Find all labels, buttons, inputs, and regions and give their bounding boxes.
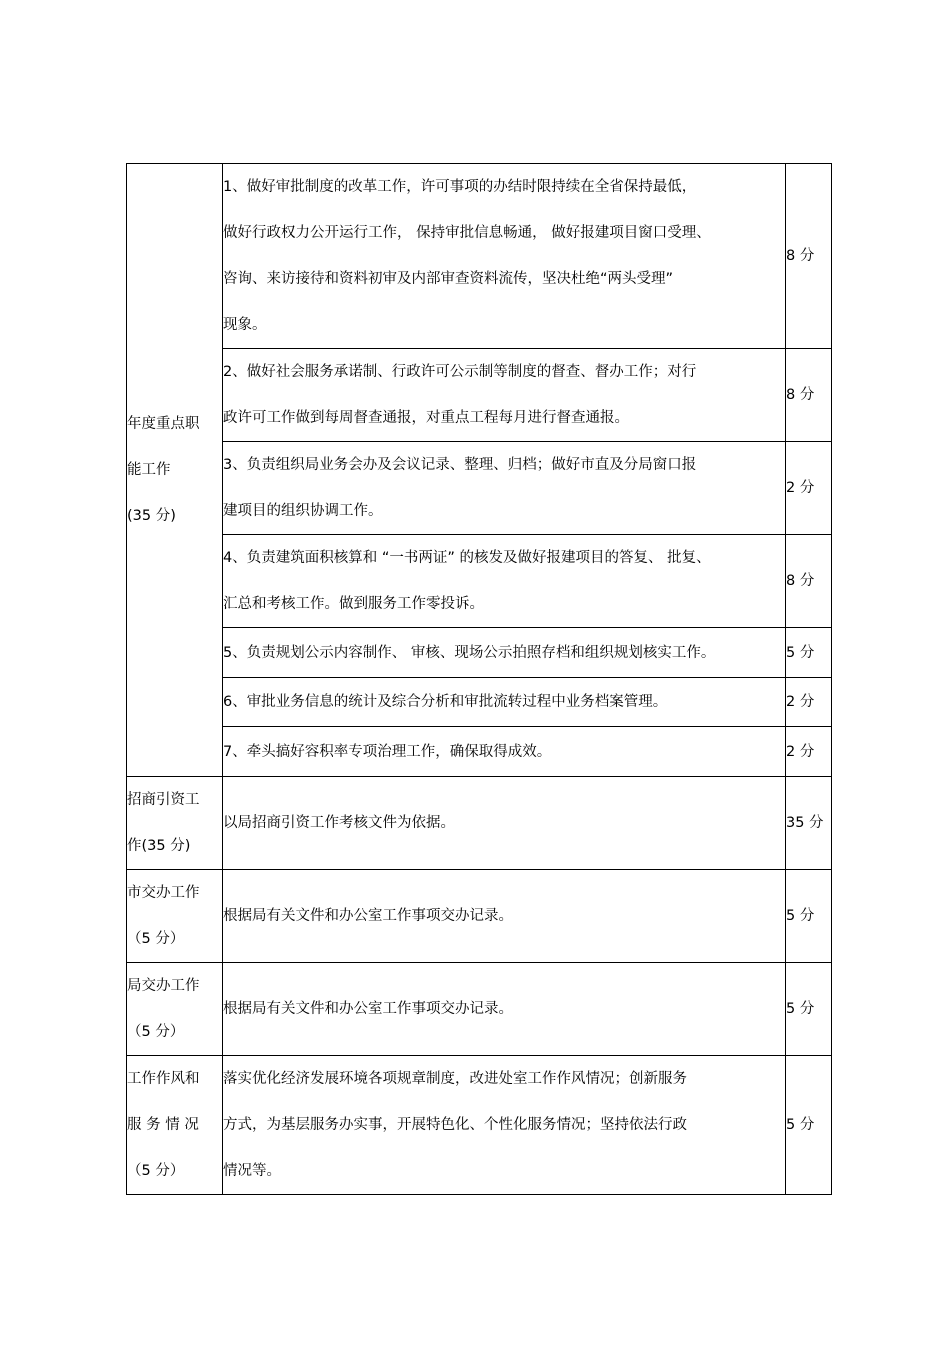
category-text: 年度重点职 xyxy=(127,416,200,432)
content-text: 根据局有关文件和办公室工作事项交办记录。 xyxy=(223,1001,513,1017)
content-text: 现象。 xyxy=(223,317,267,333)
content-cell xyxy=(223,164,786,349)
table-row xyxy=(127,777,832,870)
category-text: 能工作 xyxy=(127,462,171,478)
table-row xyxy=(127,870,832,963)
category-cell xyxy=(127,870,223,963)
table-row xyxy=(127,628,832,678)
score-cell: 5 分 xyxy=(786,870,832,963)
content-text: 1、做好审批制度的改革工作，许可事项的办结时限持续在全省保持最低， xyxy=(223,179,697,195)
table-row xyxy=(127,963,832,1056)
score-cell: 2 分 xyxy=(786,678,832,727)
table-row xyxy=(127,164,832,349)
category-text: （5 分） xyxy=(127,1163,185,1179)
content-cell xyxy=(223,628,786,678)
content-cell xyxy=(223,963,786,1056)
score-cell: 5 分 xyxy=(786,963,832,1056)
content-text: 6、审批业务信息的统计及综合分析和审批流转过程中业务档案管理。 xyxy=(223,694,668,710)
category-text: （5 分） xyxy=(127,931,185,947)
category-text: 服 务 情 况 xyxy=(127,1117,199,1133)
content-cell xyxy=(223,442,786,535)
category-text: (35 分) xyxy=(127,508,176,524)
content-cell xyxy=(223,870,786,963)
content-cell xyxy=(223,1056,786,1195)
category-cell xyxy=(127,1056,223,1195)
category-text: 作(35 分) xyxy=(127,838,191,854)
category-text: 市交办工作 xyxy=(127,885,200,901)
content-text: 2、做好社会服务承诺制、行政许可公示制等制度的督查、督办工作；对行 xyxy=(223,364,697,380)
score-cell: 5 分 xyxy=(786,1056,832,1195)
content-text: 情况等。 xyxy=(223,1163,281,1179)
score-cell: 8 分 xyxy=(786,349,832,442)
content-cell xyxy=(223,727,786,777)
content-cell xyxy=(223,349,786,442)
table-row xyxy=(127,678,832,727)
content-text: 落实优化经济发展环境各项规章制度，改进处室工作作风情况；创新服务 xyxy=(223,1071,687,1087)
table-row xyxy=(127,535,832,628)
content-text: 方式，为基层服务办实事，开展特色化、个性化服务情况；坚持依法行政 xyxy=(223,1117,687,1133)
table-row xyxy=(127,349,832,442)
table-row xyxy=(127,1056,832,1195)
content-cell xyxy=(223,777,786,870)
category-cell xyxy=(127,164,223,777)
content-text: 5、负责规划公示内容制作、 审核、现场公示拍照存档和组织规划核实工作。 xyxy=(223,644,716,661)
content-text: 3、负责组织局业务会办及会议记录、整理、归档；做好市直及分局窗口报 xyxy=(223,457,697,473)
table-row xyxy=(127,727,832,777)
content-text: 7、牵头搞好容积率专项治理工作，确保取得成效。 xyxy=(223,743,552,760)
table-row xyxy=(127,442,832,535)
score-cell: 8 分 xyxy=(786,535,832,628)
score-cell: 35 分 xyxy=(786,777,832,870)
category-text: （5 分） xyxy=(127,1024,185,1040)
score-cell: 2 分 xyxy=(786,727,832,777)
category-cell xyxy=(127,963,223,1056)
content-text: 做好行政权力公开运行工作， 保持审批信息畅通， 做好报建项目窗口受理、 xyxy=(223,225,711,241)
content-text: 以局招商引资工作考核文件为依据。 xyxy=(223,815,455,831)
score-cell: 8 分 xyxy=(786,164,832,349)
category-text: 招商引资工 xyxy=(127,792,200,808)
category-text: 局交办工作 xyxy=(127,978,200,994)
assessment-table xyxy=(126,163,832,1195)
content-text: 4、负责建筑面积核算和 “一书两证” 的核发及做好报建项目的答复、 批复、 xyxy=(223,550,711,566)
content-cell xyxy=(223,535,786,628)
content-text: 咨询、来访接待和资料初审及内部审查资料流传，坚决杜绝“两头受理” xyxy=(223,271,674,287)
content-text: 政许可工作做到每周督查通报，对重点工程每月进行督查通报。 xyxy=(223,410,629,426)
content-cell xyxy=(223,678,786,727)
category-text: 工作作风和 xyxy=(127,1071,200,1087)
content-text: 根据局有关文件和办公室工作事项交办记录。 xyxy=(223,908,513,924)
category-cell xyxy=(127,777,223,870)
content-text: 建项目的组织协调工作。 xyxy=(223,503,383,519)
score-cell: 5 分 xyxy=(786,628,832,678)
score-cell: 2 分 xyxy=(786,442,832,535)
content-text: 汇总和考核工作。做到服务工作零投诉。 xyxy=(223,596,484,612)
